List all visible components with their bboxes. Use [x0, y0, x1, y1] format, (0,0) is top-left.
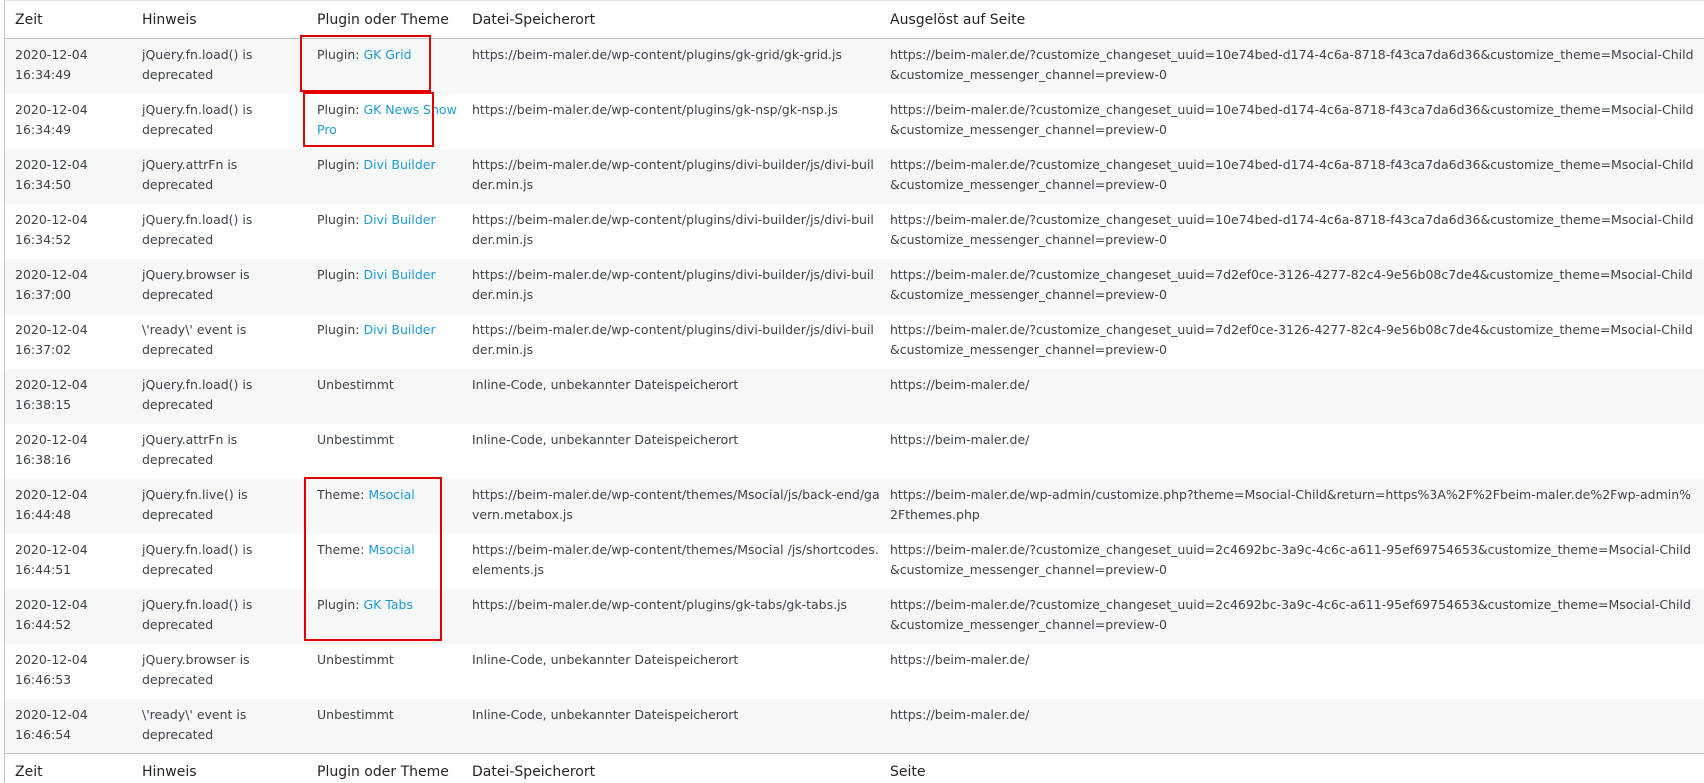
cell-time [5, 705, 132, 745]
table-header [5, 1, 1704, 39]
cell-time [5, 265, 132, 305]
cell-plugin [307, 375, 462, 395]
footer-page[interactable]: Seite [890, 764, 926, 780]
cell-clock: 16:37:02 [15, 342, 72, 357]
cell-plugin [307, 595, 462, 615]
table-row [5, 534, 1704, 589]
cell-page: https://beim-maler.de/?customize_changeset_uuid=7d2ef0ce-3126-4277-82c4-9e56b08c7de4&customize_theme=Msocial-Child&customize_messenger_channel=preview-0 [890, 267, 1693, 302]
table-row [5, 149, 1704, 204]
cell-page: https://beim-maler.de/?customize_changeset_uuid=10e74bed-d174-4c6a-8718-f43ca7da6d36&customize_theme=Msocial-Child&customize_messenger_channel=preview-0 [890, 212, 1694, 247]
cell-time [5, 430, 132, 470]
cell-file: https://beim-maler.de/wp-content/themes/Msocial/js/back-end/gavern.metabox.js [472, 487, 880, 522]
cell-page: https://beim-maler.de/wp-admin/customize.php?theme=Msocial-Child&return=https%3A%2F%2Fbeim-maler.de%2Fwp-admin%2Fthemes.php [890, 487, 1692, 522]
deprecation-log-table [4, 0, 1704, 754]
cell-plugin [307, 650, 462, 670]
plugin-link[interactable]: Divi Builder [363, 212, 436, 227]
plugin-link[interactable]: GK News Show Pro [317, 102, 457, 137]
table-row [5, 424, 1704, 479]
cell-date: 2020-12-04 [15, 652, 88, 667]
cell-date: 2020-12-04 [15, 542, 88, 557]
cell-date: 2020-12-04 [15, 157, 88, 172]
table-footer [4, 753, 1704, 783]
footer-file[interactable]: Datei-Speicherort [472, 764, 596, 780]
cell-file: https://beim-maler.de/wp-content/plugins/gk-tabs/gk-tabs.js [472, 597, 848, 612]
header-plugin[interactable]: Plugin oder Theme [317, 11, 449, 28]
plugin-type-label: Plugin: [317, 322, 364, 337]
cell-date: 2020-12-04 [15, 377, 88, 392]
table-row [5, 369, 1704, 424]
plugin-type-label: Unbestimmt [317, 707, 394, 722]
cell-note: jQuery.attrFn is deprecated [142, 432, 238, 467]
cell-clock: 16:46:53 [15, 672, 72, 687]
header-page[interactable]: Ausgelöst auf Seite [890, 11, 1026, 28]
table-row [5, 204, 1704, 259]
footer-time[interactable]: Zeit [15, 764, 43, 780]
footer-plugin[interactable]: Plugin oder Theme [317, 764, 449, 780]
plugin-type-label: Theme: [317, 542, 369, 557]
cell-page: https://beim-maler.de/ [890, 652, 1030, 667]
table-row [5, 259, 1704, 314]
plugin-link[interactable]: GK Tabs [363, 597, 413, 612]
plugin-type-label: Unbestimmt [317, 377, 394, 392]
cell-time [5, 100, 132, 140]
cell-file: Inline-Code, unbekannter Dateispeicherort [472, 707, 739, 722]
cell-date: 2020-12-04 [15, 322, 88, 337]
cell-clock: 16:34:52 [15, 232, 72, 247]
cell-time [5, 375, 132, 415]
header-time[interactable]: Zeit [15, 11, 43, 28]
cell-plugin [307, 320, 462, 340]
cell-clock: 16:44:52 [15, 617, 72, 632]
cell-time [5, 595, 132, 635]
cell-clock: 16:38:15 [15, 397, 72, 412]
header-file[interactable]: Datei-Speicherort [472, 11, 596, 28]
table-row [5, 94, 1704, 149]
cell-clock: 16:34:49 [15, 67, 72, 82]
plugin-type-label: Unbestimmt [317, 432, 394, 447]
cell-plugin [307, 485, 462, 505]
plugin-link[interactable]: Msocial [368, 542, 415, 557]
cell-date: 2020-12-04 [15, 102, 88, 117]
cell-page: https://beim-maler.de/ [890, 707, 1030, 722]
table-body [5, 39, 1704, 754]
plugin-type-label: Plugin: [317, 597, 364, 612]
cell-clock: 16:44:48 [15, 507, 72, 522]
plugin-type-label: Plugin: [317, 212, 364, 227]
table-row [5, 644, 1704, 699]
cell-note: jQuery.fn.load() is deprecated [142, 102, 253, 137]
table-row [5, 314, 1704, 369]
cell-file: https://beim-maler.de/wp-content/themes/Msocial /js/shortcodes.elements.js [472, 542, 879, 577]
cell-clock: 16:34:49 [15, 122, 72, 137]
cell-plugin [307, 265, 462, 285]
cell-page: https://beim-maler.de/?customize_changeset_uuid=10e74bed-d174-4c6a-8718-f43ca7da6d36&customize_theme=Msocial-Child&customize_messenger_channel=preview-0 [890, 102, 1694, 137]
cell-plugin [307, 100, 462, 140]
header-note[interactable]: Hinweis [142, 11, 197, 28]
cell-note: jQuery.browser is deprecated [142, 267, 250, 302]
plugin-type-label: Unbestimmt [317, 652, 394, 667]
cell-file: https://beim-maler.de/wp-content/plugins/divi-builder/js/divi-builder.min.js [472, 212, 874, 247]
cell-date: 2020-12-04 [15, 47, 88, 62]
cell-date: 2020-12-04 [15, 707, 88, 722]
cell-page: https://beim-maler.de/ [890, 432, 1030, 447]
cell-page: https://beim-maler.de/?customize_changeset_uuid=10e74bed-d174-4c6a-8718-f43ca7da6d36&customize_theme=Msocial-Child&customize_messenger_channel=preview-0 [890, 157, 1694, 192]
cell-time [5, 485, 132, 525]
cell-file: Inline-Code, unbekannter Dateispeicherort [472, 432, 739, 447]
plugin-link[interactable]: Msocial [368, 487, 415, 502]
cell-note: jQuery.fn.load() is deprecated [142, 542, 253, 577]
cell-plugin [307, 155, 462, 175]
cell-plugin [307, 705, 462, 725]
cell-plugin [307, 540, 462, 560]
plugin-type-label: Plugin: [317, 157, 364, 172]
plugin-link[interactable]: GK Grid [363, 47, 412, 62]
cell-page: https://beim-maler.de/?customize_changeset_uuid=2c4692bc-3a9c-4c6c-a611-95ef69754653&customize_theme=Msocial-Child&customize_messenger_channel=preview-0 [890, 597, 1691, 632]
cell-note: jQuery.fn.load() is deprecated [142, 377, 253, 412]
table-row [5, 589, 1704, 644]
table-row [5, 479, 1704, 534]
plugin-link[interactable]: Divi Builder [363, 322, 436, 337]
cell-clock: 16:44:51 [15, 562, 72, 577]
cell-file: https://beim-maler.de/wp-content/plugins/divi-builder/js/divi-builder.min.js [472, 157, 874, 192]
cell-file: https://beim-maler.de/wp-content/plugins/gk-grid/gk-grid.js [472, 47, 843, 62]
cell-file: https://beim-maler.de/wp-content/plugins/divi-builder/js/divi-builder.min.js [472, 322, 874, 357]
cell-clock: 16:34:50 [15, 177, 72, 192]
plugin-link[interactable]: Divi Builder [363, 157, 436, 172]
table-row [5, 699, 1704, 754]
cell-date: 2020-12-04 [15, 597, 88, 612]
cell-time [5, 650, 132, 690]
plugin-type-label: Plugin: [317, 102, 364, 117]
plugin-type-label: Theme: [317, 487, 369, 502]
cell-time [5, 45, 132, 85]
cell-page: https://beim-maler.de/ [890, 377, 1030, 392]
plugin-link[interactable]: Divi Builder [363, 267, 436, 282]
cell-clock: 16:46:54 [15, 727, 72, 742]
cell-plugin [307, 210, 462, 230]
cell-note: jQuery.fn.live() is deprecated [142, 487, 248, 522]
plugin-type-label: Plugin: [317, 47, 364, 62]
cell-date: 2020-12-04 [15, 432, 88, 447]
cell-note: jQuery.fn.load() is deprecated [142, 597, 253, 632]
cell-date: 2020-12-04 [15, 267, 88, 282]
cell-time [5, 540, 132, 580]
cell-file: https://beim-maler.de/wp-content/plugins/divi-builder/js/divi-builder.min.js [472, 267, 874, 302]
cell-time [5, 210, 132, 250]
cell-plugin [307, 45, 462, 65]
cell-date: 2020-12-04 [15, 212, 88, 227]
cell-note: jQuery.fn.load() is deprecated [142, 47, 253, 82]
cell-note: jQuery.attrFn is deprecated [142, 157, 238, 192]
cell-file: Inline-Code, unbekannter Dateispeicherort [472, 377, 739, 392]
table-row [5, 39, 1704, 94]
plugin-type-label: Plugin: [317, 267, 364, 282]
footer-note[interactable]: Hinweis [142, 764, 197, 780]
cell-plugin [307, 430, 462, 450]
cell-clock: 16:37:00 [15, 287, 72, 302]
cell-note: \'ready\' event is deprecated [142, 322, 247, 357]
cell-file: https://beim-maler.de/wp-content/plugins/gk-nsp/gk-nsp.js [472, 102, 838, 117]
cell-note: jQuery.browser is deprecated [142, 652, 250, 687]
cell-page: https://beim-maler.de/?customize_changeset_uuid=10e74bed-d174-4c6a-8718-f43ca7da6d36&customize_theme=Msocial-Child&customize_messenger_channel=preview-0 [890, 47, 1694, 82]
cell-page: https://beim-maler.de/?customize_changeset_uuid=7d2ef0ce-3126-4277-82c4-9e56b08c7de4&customize_theme=Msocial-Child&customize_messenger_channel=preview-0 [890, 322, 1693, 357]
cell-time [5, 320, 132, 360]
cell-clock: 16:38:16 [15, 452, 72, 467]
cell-note: \'ready\' event is deprecated [142, 707, 247, 742]
cell-time [5, 155, 132, 195]
cell-date: 2020-12-04 [15, 487, 88, 502]
cell-file: Inline-Code, unbekannter Dateispeicherort [472, 652, 739, 667]
cell-page: https://beim-maler.de/?customize_changeset_uuid=2c4692bc-3a9c-4c6c-a611-95ef69754653&customize_theme=Msocial-Child&customize_messenger_channel=preview-0 [890, 542, 1691, 577]
cell-note: jQuery.fn.load() is deprecated [142, 212, 253, 247]
